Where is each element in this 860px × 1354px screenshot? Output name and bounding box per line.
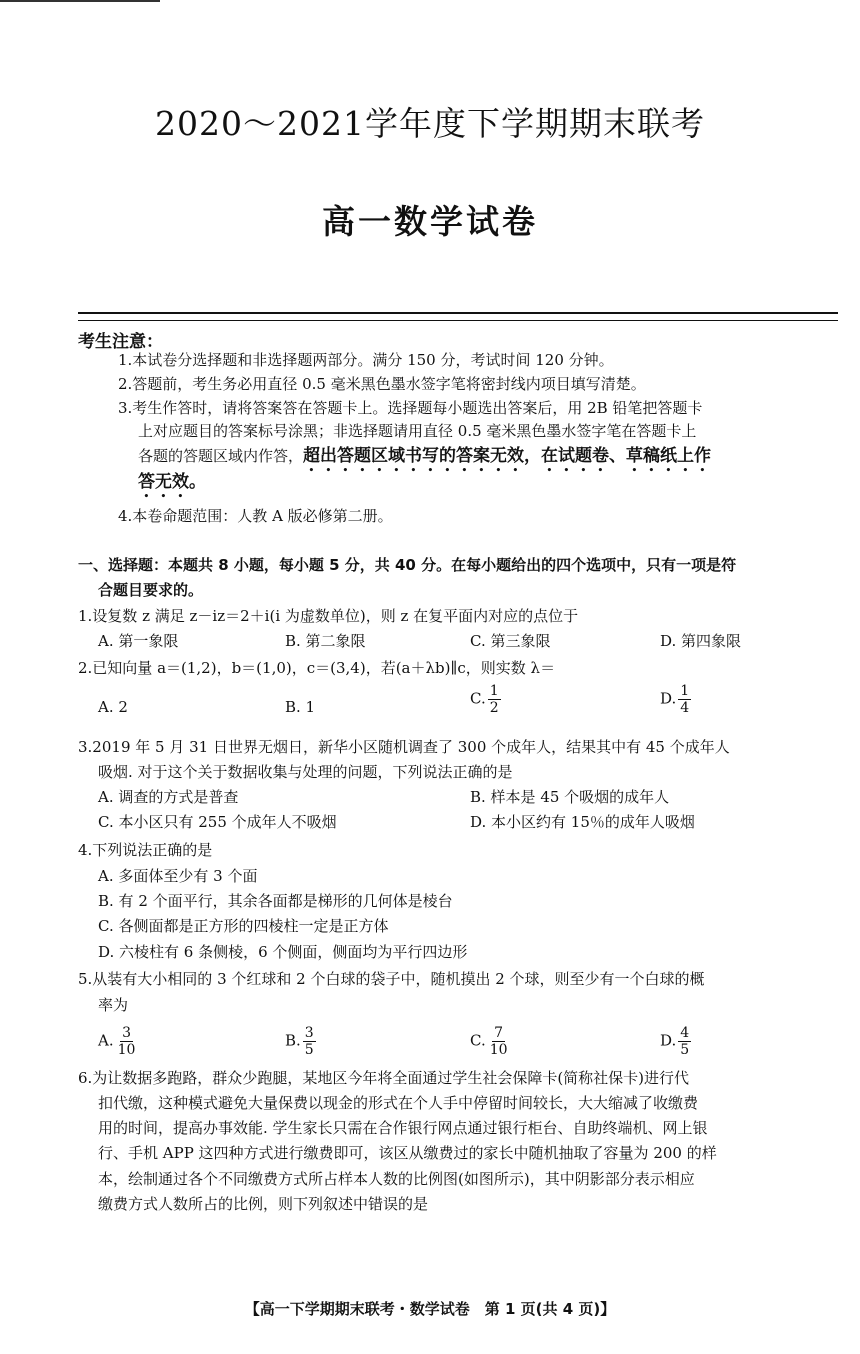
question-5-option-d xyxy=(660,1026,691,1057)
question-3-option-a: A. 调查的方式是普查 xyxy=(98,788,239,806)
question-3-option-d: D. 本小区约有 15％的成年人吸烟 xyxy=(470,813,695,831)
question-4-option-a: A. 多面体至少有 3 个面 xyxy=(98,867,258,885)
question-3-option-c: C. 本小区只有 255 个成年人不吸烟 xyxy=(98,813,337,831)
question-6-stem-cont-1: 扣代缴，这种模式避免大量保费以现金的形式在个人手中停留时间较长，大大缩减了收缴费 xyxy=(98,1094,699,1112)
fraction-denominator: 5 xyxy=(680,1042,690,1058)
question-6-stem-cont-4: 本，绘制通过各个不同缴费方式所占样本人数的比例图(如图所示)，其中阴影部分表示相应 xyxy=(98,1170,695,1188)
fraction-numerator: 1 xyxy=(680,683,690,699)
question-2-option-d xyxy=(660,684,691,715)
question-1-option-b: B. 第二象限 xyxy=(285,632,366,650)
notice-item-3: 3.考生作答时，请将答案答在答题卡上。选择题每小题选出答案后，用 2B 铅笔把答题卡 xyxy=(118,399,703,417)
question-2-option-c-label: C. xyxy=(470,689,486,708)
notice-item-3-plain: 各题的答题区域内作答， xyxy=(138,447,304,465)
page-footer: 【高一下学期期末联考・数学试卷 第 1 页(共 4 页)】 xyxy=(244,1300,616,1318)
question-2-option-a: A. 2 xyxy=(98,698,128,716)
fraction-numerator: 3 xyxy=(304,1025,314,1041)
question-2-option-b: B. 1 xyxy=(285,698,316,716)
exam-subtitle: 高一数学试卷 xyxy=(322,202,538,241)
question-5-option-a xyxy=(98,1026,137,1057)
question-5-stem-cont: 率为 xyxy=(98,996,129,1014)
notice-item-4: 4.本卷命题范围：人教 A 版必修第二册。 xyxy=(118,507,393,525)
question-4-option-c: C. 各侧面都是正方形的四棱柱一定是正方体 xyxy=(98,917,389,935)
question-1-option-a: A. 第一象限 xyxy=(98,632,179,650)
question-5-option-a-fraction xyxy=(116,1026,138,1057)
fraction-numerator: 7 xyxy=(494,1025,504,1041)
question-3-stem: 3.2019 年 5 月 31 日世界无烟日，新华小区随机调查了 300 个成年人，结果其中有 45 个成年人 xyxy=(78,738,730,756)
header-divider xyxy=(78,312,838,321)
question-5-option-d-fraction xyxy=(678,1026,691,1057)
question-5-option-b xyxy=(285,1026,316,1057)
question-1-option-c: C. 第三象限 xyxy=(470,632,551,650)
question-3-stem-cont: 吸烟. 对于这个关于数据收集与处理的问题，下列说法正确的是 xyxy=(98,763,513,781)
question-5-option-b-label: B. xyxy=(285,1031,301,1050)
fraction-denominator: 4 xyxy=(680,700,690,716)
question-5-stem: 5.从装有大小相同的 3 个红球和 2 个白球的袋子中，随机摸出 2 个球，则至少有一个白球的概 xyxy=(78,970,705,988)
question-6-stem: 6.为让数据多跑路，群众少跑腿，某地区今年将全面通过学生社会保障卡(简称社保卡)进行代 xyxy=(78,1069,690,1087)
notice-item-3-cont: 上对应题目的答案标号涂黑；非选择题请用直径 0.5 毫米黑色墨水签字笔在答题卡上 xyxy=(138,422,697,440)
question-2-option-c-fraction xyxy=(488,684,501,715)
exam-title: 2020～2021学年度下学期期末联考 xyxy=(155,104,705,143)
question-5-option-b-fraction xyxy=(303,1026,316,1057)
notice-title: 考生注意： xyxy=(78,332,163,352)
question-5-option-d-label: D. xyxy=(660,1031,677,1050)
fraction-numerator: 3 xyxy=(122,1025,131,1041)
question-6-stem-cont-2: 用的时间，提高办事效能. 学生家长只需在合作银行网点通过银行柜台、自助终端机、网上银 xyxy=(98,1119,708,1137)
question-5-option-a-label: A. xyxy=(98,1031,114,1050)
scan-mark-top-left xyxy=(0,0,160,2)
question-2-stem: 2.已知向量 a＝(1,2)，b＝(1,0)，c＝(3,4)，若(a＋λb)∥c，则实数 λ＝ xyxy=(78,659,556,677)
question-6-stem-cont-5: 缴费方式人数所占的比例，则下列叙述中错误的是 xyxy=(98,1195,429,1213)
question-4-stem: 4.下列说法正确的是 xyxy=(78,841,213,859)
question-4-option-d: D. 六棱柱有 6 条侧棱，6 个侧面，侧面均为平行四边形 xyxy=(98,943,468,961)
question-1-option-d: D. 第四象限 xyxy=(660,632,742,650)
question-3-option-b: B. 样本是 45 个吸烟的成年人 xyxy=(470,788,670,806)
question-2-option-c xyxy=(470,684,501,715)
question-5-option-c-fraction xyxy=(488,1026,510,1057)
question-4-option-b: B. 有 2 个面平行，其余各面都是梯形的几何体是棱台 xyxy=(98,892,453,910)
notice-item-1: 1.本试卷分选择题和非选择题两部分。满分 150 分，考试时间 120 分钟。 xyxy=(118,351,614,369)
question-2-option-d-label: D. xyxy=(660,689,677,708)
fraction-numerator: 1 xyxy=(489,683,499,699)
question-2-option-d-fraction xyxy=(678,684,691,715)
question-5-option-c-label: C. xyxy=(470,1031,486,1050)
fraction-denominator: 10 xyxy=(489,1042,508,1058)
notice-item-2: 2.答题前，考生务必用直径 0.5 毫米黑色墨水签字笔将密封线内项目填写清楚。 xyxy=(118,375,646,393)
fraction-denominator: 2 xyxy=(489,700,499,716)
question-5-option-c xyxy=(470,1026,510,1057)
section-heading-cont: 合题目要求的。 xyxy=(98,581,204,599)
question-1-stem: 1.设复数 z 满足 z－iz＝2＋i(i 为虚数单位)，则 z 在复平面内对应的点位于 xyxy=(78,607,579,625)
notice-item-3-cont2 xyxy=(138,446,711,476)
notice-emphasis: 超出答题区域书写的答案无效，在试题卷、草稿纸上作 xyxy=(303,446,712,466)
fraction-denominator: 5 xyxy=(304,1042,314,1058)
section-heading: 一、选择题：本题共 8 小题，每小题 5 分，共 40 分。在每小题给出的四个选项中，只有一项是符 xyxy=(78,556,737,574)
question-6-stem-cont-3: 行、手机 APP 这四种方式进行缴费即可，该区从缴费过的家长中随机抽取了容量为 200 的样 xyxy=(98,1144,717,1162)
fraction-denominator: 10 xyxy=(117,1042,136,1058)
fraction-numerator: 4 xyxy=(680,1025,690,1041)
notice-emphasis-end: 答无效。 xyxy=(138,472,206,492)
